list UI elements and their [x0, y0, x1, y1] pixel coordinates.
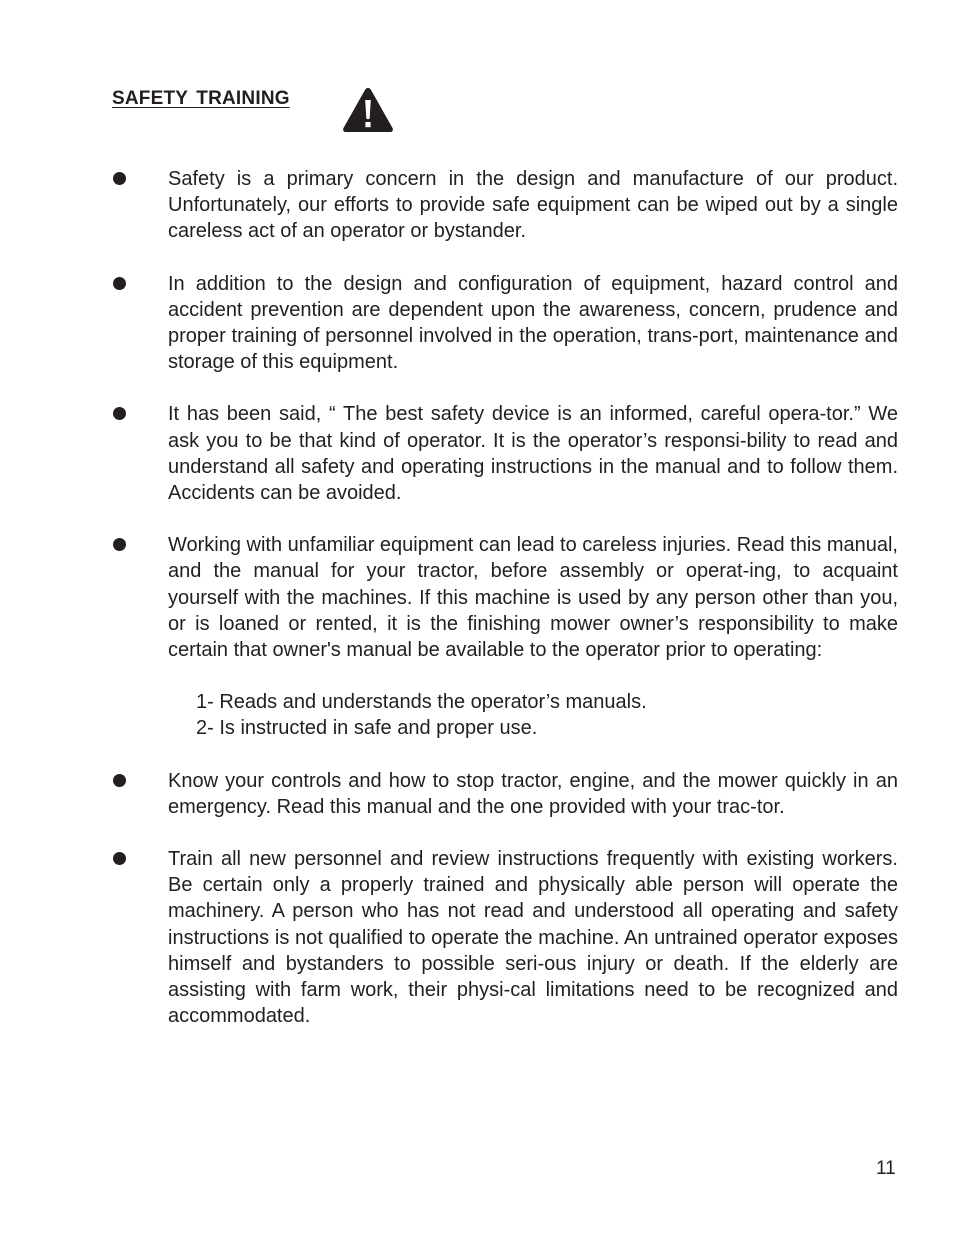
page-number: 11	[876, 1158, 896, 1179]
sublist-item: 1- Reads and understands the operator’s manuals.	[196, 691, 647, 714]
numbered-sublist	[196, 689, 954, 741]
bullet-dot	[113, 538, 126, 551]
warning-icon	[341, 86, 395, 134]
bullet-dot	[113, 407, 126, 420]
bullet-dot	[113, 172, 126, 185]
list-item	[0, 846, 954, 1029]
list-item	[0, 271, 954, 376]
bullet-dot	[113, 852, 126, 865]
bullet-dot	[113, 774, 126, 787]
list-item-text: Working with unfamiliar equipment can lead to careless injuries. Read this manual, and the manual for your tractor, before assembly or operat-ing, to acquaint yourself with the machines. If this machine is used by any person other than you, or is loaned or rented, it is the finishing mower owner’s responsibility to make certain that owner's manual be available to the operator prior to operating:	[168, 534, 898, 662]
list-item-text: In addition to the design and configuration of equipment, hazard control and accident prevention are dependent upon the awareness, concern, prudence and proper training of personnel involved in the operation, trans-port, maintenance and storage of this equipment.	[168, 272, 898, 374]
list-item-text: Know your controls and how to stop tractor, engine, and the mower quickly in an emergency. Read this manual and the one provided with your trac-tor.	[168, 769, 898, 818]
list-item-text: Safety is a primary concern in the design and manufacture of our product. Unfortunately, our efforts to provide safe equipment can be wiped out by a single careless act of an operator or bystander.	[168, 168, 898, 243]
list-item-text: Train all new personnel and review instructions frequently with existing workers. Be certain only a properly trained and physically able person will operate the machinery. A person who has not read and understood all operating and safety instructions is not qualified to operate the machine. An untrained operator exposes himself and bystanders to possible seri-ous injury or death. If the elderly are assisting with farm work, their physi-cal limitations need to be recognized and accommodated.	[168, 848, 898, 1028]
safety-bullet-list	[0, 166, 954, 1055]
bullet-dot	[113, 277, 126, 290]
list-item-text: It has been said, “ The best safety device is an informed, careful opera-tor.” We ask you to be that kind of operator. It is the operator’s responsi-bility to read and understand all safety and operating instructions in the manual and to follow them. Accidents can be avoided.	[168, 403, 898, 505]
section-heading: SAFETY TRAINING	[112, 88, 290, 109]
list-item	[0, 532, 954, 741]
list-item	[0, 166, 954, 245]
sublist-item: 2- Is instructed in safe and proper use.	[196, 717, 538, 740]
list-item	[0, 768, 954, 820]
list-item	[0, 401, 954, 506]
